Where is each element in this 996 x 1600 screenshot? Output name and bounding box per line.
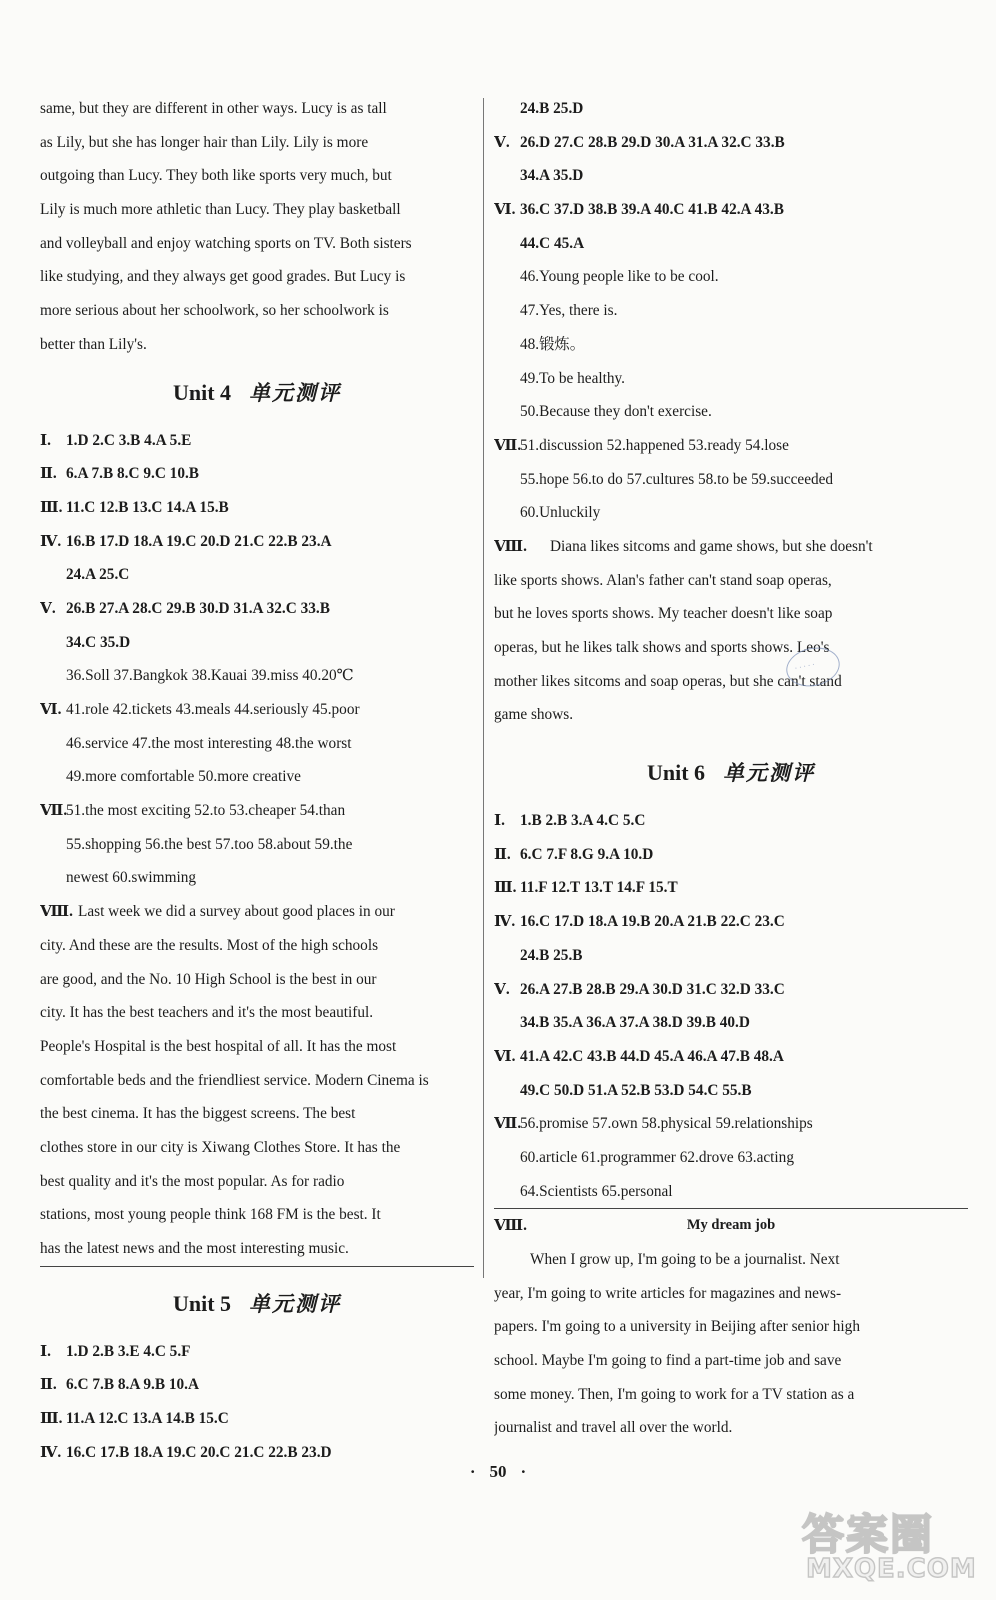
essay-line: best quality and it's the most popular. As for radio (40, 1172, 345, 1190)
right-column (494, 92, 968, 1445)
column-divider (483, 98, 484, 1278)
essay-line: Ⅷ. Diana likes sitcoms and game shows, but she doesn't (494, 530, 968, 564)
essay-line: comfortable beds and the friendliest service. Modern Cinema is (40, 1071, 429, 1089)
page-dot-right: · (520, 1462, 527, 1481)
essay-heading (494, 1209, 968, 1243)
essay-line: operas, but he likes talk shows and sports shows. Leo's (494, 639, 830, 656)
unit5-essay (494, 530, 968, 732)
answer-line: Ⅳ. 16.B 17.D 18.A 19.C 20.D 21.C 22.B 23.A (40, 532, 332, 550)
answer-line: Ⅲ. 11.F 12.T 13.T 14.F 15.T (494, 879, 678, 897)
answer-line: Ⅲ. 11.A 12.C 13.A 14.B 15.C (40, 1410, 229, 1428)
answer-line: Ⅵ. 41.role 42.tickets 43.meals 44.seriously 45.poor (40, 701, 360, 718)
essay-line: People's Hospital is the best hospital of all. It has the most (40, 1037, 397, 1055)
answer-line: Ⅱ. 6.C 7.B 8.A 9.B 10.A (40, 1376, 200, 1394)
text-line: like studying, and they always get good grades. But Lucy is (40, 268, 406, 286)
stamp-mark: · · · · · (783, 643, 844, 691)
unit-subtitle: 单元测评 (723, 761, 816, 786)
unit-title: Unit 5 (172, 1290, 232, 1316)
answer-line: 44.C 45.A (520, 234, 585, 252)
essay-line: mother likes sitcoms and soap operas, but she can't stand (494, 672, 842, 690)
essay-tag: Ⅷ. (40, 903, 73, 921)
text-line: more serious about her schoolwork, so her schoolwork is (40, 302, 389, 320)
essay-line: some money. Then, I'm going to work for a TV station as a (494, 1385, 855, 1403)
answer-line: 24.A 25.C (66, 566, 130, 584)
essay-line: city. It has the best teachers and it's the most beautiful. (40, 1004, 374, 1022)
answer-line: Ⅴ. 26.A 27.B 28.B 29.A 30.D 31.C 32.D 33.C (494, 980, 785, 998)
unit-subtitle: 单元测评 (249, 380, 342, 405)
essay-line: year, I'm going to write articles for magazines and news- (494, 1284, 842, 1302)
essay-tag: Ⅷ. (494, 1217, 527, 1235)
unit-subtitle: 单元测评 (249, 1291, 342, 1316)
text-line: and volleyball and enjoy watching sports on TV. Both sisters (40, 234, 412, 252)
answer-line: 47.Yes, there is. (520, 302, 618, 320)
text-line: as Lily, but she has longer hair than Lily. Lily is more (40, 133, 369, 151)
text-line: Lily is much more athletic than Lucy. They play basketball (40, 201, 401, 219)
answer-line: Ⅵ. 41.A 42.C 43.B 44.D 45.A 46.A 47.B 48.A (494, 1047, 784, 1065)
answer-line: Ⅳ. 16.C 17.B 18.A 19.C 20.C 21.C 22.B 23.D (40, 1443, 332, 1461)
essay-line: city. And these are the results. Most of the high schools (40, 936, 379, 954)
answer-line: 49.C 50.D 51.A 52.B 53.D 54.C 55.B (520, 1081, 752, 1099)
left-column (40, 92, 474, 1469)
page-dot-left: · (469, 1462, 476, 1481)
page-number (0, 1462, 996, 1482)
answer-line: 55.hope 56.to do 57.cultures 58.to be 59.succeeded (520, 470, 834, 488)
unit4-essay (40, 895, 474, 1267)
answer-line: 60.Unluckily (520, 504, 601, 522)
answer-line: Ⅵ. 36.C 37.D 38.B 39.A 40.C 41.B 42.A 43.B (494, 201, 784, 219)
answer-line: 34.A 35.D (520, 167, 584, 185)
essay-line: Ⅷ. Last week we did a survey about good places in our (40, 895, 474, 929)
essay-line: game shows. (494, 706, 574, 724)
watermark-line2: MXQE.COM (806, 1554, 977, 1584)
unit6-essay (494, 1209, 968, 1445)
text-line: better than Lily's. (40, 335, 147, 353)
unit-title: Unit 6 (646, 760, 706, 786)
text-line: same, but they are different in other ways. Lucy is as tall (40, 100, 387, 117)
answer-line: 64.Scientists 65.personal (494, 1175, 968, 1210)
essay-line: When I grow up, I'm going to be a journalist. Next (530, 1251, 840, 1268)
answer-line: 24.B 25.B (520, 946, 583, 964)
answer-line: 49.To be healthy. (520, 369, 625, 387)
answer-line: Ⅴ. 26.B 27.A 28.C 29.B 30.D 31.A 32.C 33.B (40, 599, 330, 617)
essay-line: like sports shows. Alan's father can't stand soap operas, (494, 571, 832, 589)
watermark-line1: 答案圈 (802, 1510, 935, 1559)
answer-line: Ⅲ. 11.C 12.B 13.C 14.A 15.B (40, 498, 229, 516)
unit5-answers-continued (494, 92, 968, 530)
answer-line: newest 60.swimming (66, 869, 197, 887)
answer-line: Ⅴ. 26.D 27.C 28.B 29.D 30.A 31.A 32.C 33.B (494, 133, 785, 151)
answer-line: 34.C 35.D (66, 633, 131, 651)
answer-line: 50.Because they don't exercise. (520, 403, 712, 421)
answer-line: Ⅰ. 1.D 2.B 3.E 4.C 5.F (40, 1342, 191, 1360)
answer-line: 36.Soll 37.Bangkok 38.Kauai 39.miss 40.20℃ (66, 667, 354, 685)
page-number-value: 50 (489, 1462, 507, 1481)
answer-line: 46.service 47.the most interesting 48.the worst (66, 734, 352, 752)
answer-line: Ⅳ. 16.C 17.D 18.A 19.B 20.A 21.B 22.C 23.C (494, 913, 785, 931)
essay-line: journalist and travel all over the world. (494, 1419, 733, 1437)
answer-line: Ⅶ. 51.discussion 52.happened 53.ready 54.lose (494, 436, 789, 454)
essay-line: school. Maybe I'm going to find a part-time job and save (494, 1352, 842, 1370)
essay-line: are good, and the No. 10 High School is the best in our (40, 970, 377, 988)
essay-line: has the latest news and the most interesting music. (40, 1232, 474, 1267)
answer-line: 60.article 61.programmer 62.drove 63.acting (520, 1148, 794, 1166)
answer-line: Ⅱ. 6.A 7.B 8.C 9.C 10.B (40, 465, 200, 483)
answer-line: Ⅱ. 6.C 7.F 8.G 9.A 10.D (494, 845, 654, 863)
unit4-heading (40, 362, 474, 424)
answer-line: 34.B 35.A 36.A 37.A 38.D 39.B 40.D (520, 1014, 750, 1032)
answer-line: Ⅰ. 1.B 2.B 3.A 4.C 5.C (494, 812, 646, 830)
essay-title: My dream job (686, 1217, 776, 1234)
unit4-answers (40, 424, 474, 896)
answer-line: 55.shopping 56.the best 57.too 58.about 59.the (66, 835, 353, 853)
essay-line: papers. I'm going to a university in Beijing after senior high (494, 1318, 860, 1336)
unit5-heading (40, 1273, 474, 1335)
answer-line: 49.more comfortable 50.more creative (66, 768, 301, 786)
unit-title: Unit 4 (172, 379, 232, 405)
unit6-answers (494, 804, 968, 1209)
essay-tag: Ⅷ. (494, 537, 527, 555)
essay-line: but he loves sports shows. My teacher doesn't like soap (494, 605, 833, 623)
unit6-heading (494, 742, 968, 804)
intro-paragraph (40, 92, 474, 362)
essay-line: clothes store in our city is Xiwang Clothes Store. It has the (40, 1138, 401, 1156)
answer-line: Ⅶ. 56.promise 57.own 58.physical 59.relationships (494, 1115, 813, 1133)
answer-line: 48.锻炼。 (520, 335, 586, 353)
text-line: outgoing than Lucy. They both like sports very much, but (40, 167, 392, 185)
answer-line: 46.Young people like to be cool. (520, 268, 719, 286)
essay-line: stations, most young people think 168 FM is the best. It (40, 1206, 381, 1224)
unit5-answers (40, 1335, 474, 1470)
essay-line: the best cinema. It has the biggest screens. The best (40, 1105, 356, 1123)
answer-line: Ⅶ. 51.the most exciting 52.to 53.cheaper 54.than (40, 802, 346, 820)
answer-line: Ⅰ. 1.D 2.C 3.B 4.A 5.E (40, 431, 192, 449)
answer-line: 24.B 25.D (520, 100, 584, 117)
watermark-logo (802, 1502, 977, 1588)
